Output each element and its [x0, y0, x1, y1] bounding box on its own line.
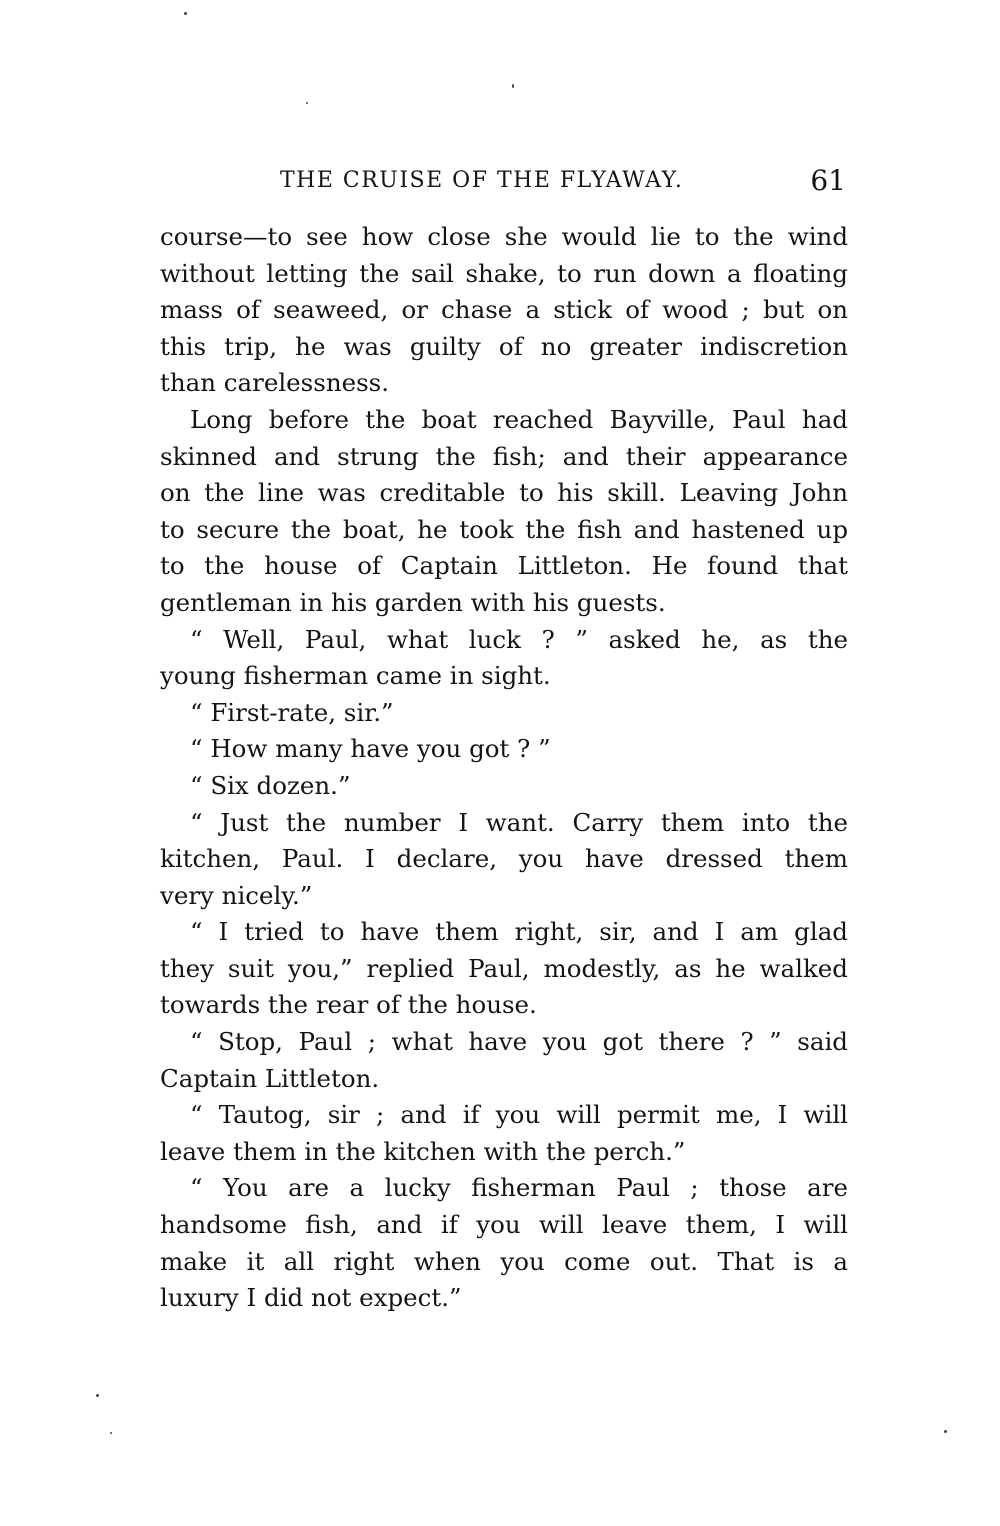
- text-line: “ First-rate, sir.”: [190, 697, 394, 727]
- text-line: “ Stop, Paul ; what have you got there ? ” said: [190, 1027, 848, 1057]
- text-line: this trip, he was guilty of no greater indiscretion: [160, 331, 848, 361]
- text-line: handsome fish, and if you will leave them, I will: [160, 1210, 848, 1240]
- text-line: they suit you,” replied Paul, modestly, as he walked: [160, 953, 848, 983]
- text-line: gentleman in his garden with his guests.: [160, 587, 666, 617]
- text-line: on the line was creditable to his skill. Leaving John: [160, 478, 848, 508]
- text-line: “ Six dozen.”: [190, 770, 351, 800]
- text-line: mass of seaweed, or chase a stick of wood ; but on: [160, 295, 848, 325]
- text-line: make it all right when you come out. That is a: [160, 1246, 848, 1276]
- text-line: young fisherman came in sight.: [160, 661, 551, 691]
- paper-speck: [96, 1394, 99, 1397]
- text-line: Long before the boat reached Bayville, Paul had: [190, 404, 848, 434]
- paper-speck: [944, 1430, 947, 1433]
- text-line: “ You are a lucky fisherman Paul ; those are: [190, 1173, 848, 1203]
- running-title: THE CRUISE OF THE FLYAWAY.: [280, 168, 684, 193]
- text-line: kitchen, Paul. I declare, you have dressed them: [160, 844, 848, 874]
- paper-speck: [306, 102, 308, 104]
- text-line: luxury I did not expect.”: [160, 1283, 462, 1313]
- paper-speck: [110, 1432, 112, 1434]
- text-line: leave them in the kitchen with the perch.”: [160, 1136, 686, 1166]
- paper-speck: [184, 12, 187, 15]
- text-line: without letting the sail shake, to run down a floating: [160, 258, 848, 288]
- text-line: “ How many have you got ? ”: [190, 734, 551, 764]
- text-line: Captain Littleton.: [160, 1063, 380, 1093]
- page-number: 61: [810, 164, 846, 197]
- body-text: [160, 219, 848, 1317]
- text-line: course—to see how close she would lie to the wind: [160, 222, 848, 251]
- text-line: skinned and strung the fish; and their appearance: [160, 441, 848, 471]
- running-head: [160, 164, 850, 204]
- paper-speck: [512, 84, 514, 88]
- text-line: to the house of Captain Littleton. He found that: [160, 551, 848, 581]
- text-line: very nicely.”: [160, 880, 313, 910]
- text-line: “ Tautog, sir ; and if you will permit me, I will: [190, 1100, 848, 1130]
- text-line: to secure the boat, he took the fish and hastened up: [160, 514, 848, 544]
- text-line: “ I tried to have them right, sir, and I am glad: [190, 917, 848, 947]
- text-line: towards the rear of the house.: [160, 990, 537, 1020]
- text-line: “ Well, Paul, what luck ? ” asked he, as the: [190, 624, 848, 654]
- text-line: than carelessness.: [160, 368, 390, 398]
- text-line: “ Just the number I want. Carry them into the: [190, 807, 848, 837]
